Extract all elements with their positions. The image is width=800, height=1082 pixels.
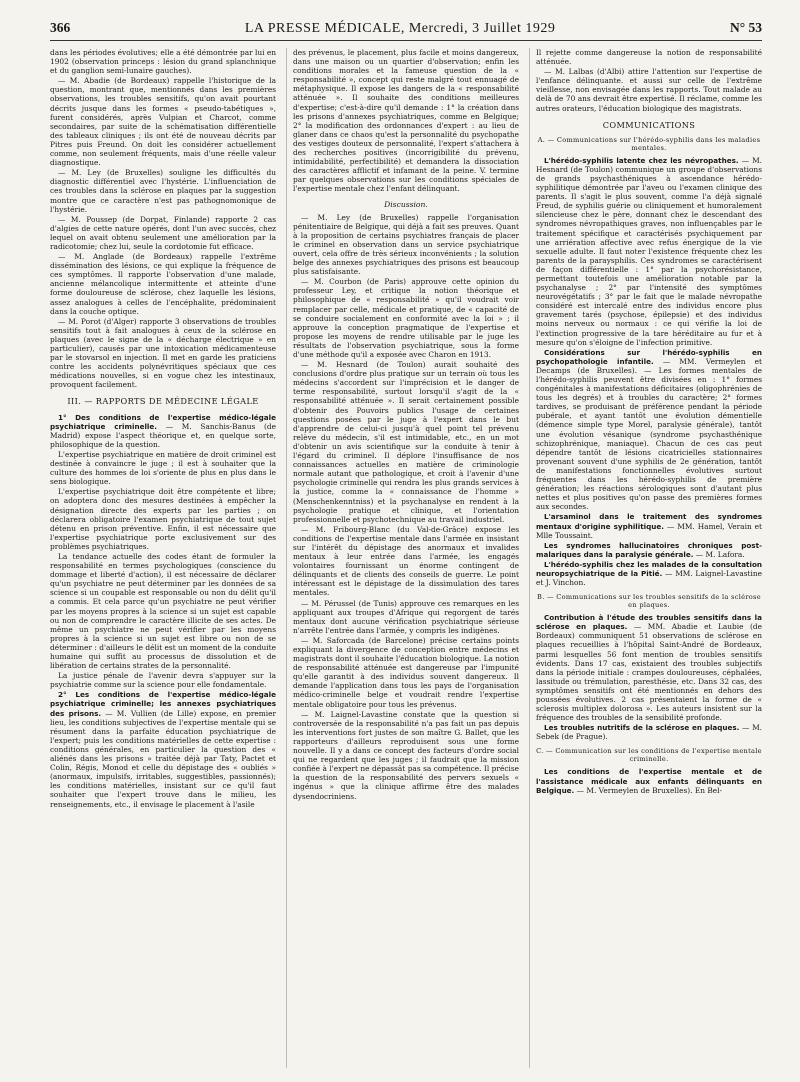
page-number: 366 [50,20,71,35]
subsection-heading: B. — Communications sur les troubles sensitifs de la sclérose en plaques. [537,593,761,610]
paragraph-lead: 1° Des conditions de l'expertise médico-légale psychiatrique criminelle. [50,412,276,431]
paragraph [536,156,762,347]
paragraph: — M. Saforcada (de Barcelone) précise certains points expliquant la divergence de conception entre médecins et magistrats dont il souhaite l'éducation biologique. La notion de responsabilité atténuée est dangereuse par l'impunité qu'elle garantit à des individus souvent dangereux. Il demande l'application dans tous les pays de l'organisation médico-criminelle belge et voudrait rendre l'expertise mentale obligatoire pour tous les prévenus. [293,635,519,709]
paragraph: — M. Pérussel (de Tunis) approuve ces remarques en les appliquant aux troupes d'Afrique qui regorgent de tarés mentaux dont aucune vérification psychiatrique sérieuse n'arrête l'entrée dans l'armée, y compris les indigènes. [293,598,519,635]
paragraph-lead: Les conditions de l'expertise mentale et de l'assistance médicale aux enfants délinquants en Belgique. [536,767,762,795]
paragraph [536,723,762,741]
paragraph-lead: L'arsaminol dans le traitement des syndromes mentaux d'origine syphilitique. [536,512,762,531]
paragraph: La tendance actuelle des codes étant de formuler la responsabilité en termes psychologiques (conscience du dommage et liberté d'action), il est nécessaire de déclarer qu'un psychiatre ne peut déterminer par les données de sa science si un coupable est responsable ou non du délit qu'il a commis. Et cela parce qu'un psychiatre ne peut vérifier par les moyens propres à la science si un sujet est capable ou non de comprendre le caractère illicite de ses actes. De même un psychiatre ne peut vérifier par les moyens propres à la science si un sujet est libre ou non de se déterminer : d'ailleurs le délit est un moment de la conduite humaine qui suffit au processus de dissolution et de libération de certains strates de la personnalité. [50,551,276,671]
paragraph [536,541,762,559]
section-heading: COMMUNICATIONS [602,119,696,130]
issue-number: N° 53 [729,20,762,35]
paragraph [536,560,762,587]
paragraph [536,348,762,512]
paragraph-body: — M. Sanchis-Banus (de Madrid) expose l'aspect théorique et, en quelque sorte, philosophique de la question. [50,421,276,449]
paragraph: L'expertise psychiatrique doit être compétente et libre; on adoptera donc des mesures destinées à empêcher la désignation directe des experts par les parties ; on déclarera obligatoire l'examen psychiatrique de tout sujet détenu en prison préventive. Enfin, il est nécessaire que l'expertise psychiatrique porte exclusivement sur des problèmes psychiatriques. [50,487,276,551]
paragraph: — M. Ley (de Bruxelles) souligne les difficultés du diagnostic différentiel avec l'hystérie. L'influenciation de ces troubles dans la sclérose en plaques par la suggestion montre que ce caractère n'est pas pathognomonique de l'hystérie. [50,168,276,214]
paragraph: — M. Laignel-Lavastine constate que la question si controversée de la responsabilité n'a pas fait un pas depuis les interventions fort justes de son maître G. Ballet, que les rapporteurs d'ailleurs reproduisent sous une forme nouvelle. Il y a dans ce concept des facteurs d'ordre social qui ne regardent que les juges ; il faudrait que la mission confiée à l'expert ne dépassât pas sa compétence. Il précise la question de la responsabilité des pervers sexuels « ingénus » que la clinique affirme être des malades dysendocriniens. [293,709,519,801]
columns [50,48,762,1068]
column-3 [529,48,762,1068]
paragraph [50,413,276,449]
column-1 [50,48,276,1068]
paragraph-lead: Les troubles nutritifs de la sclérose en plaques. [544,723,740,733]
paragraph: des prévenus, le placement, plus facile et moins dangereux, dans une maison ou un quartier d'observation; enfin les conditions morales et la fameuse question de la « responsabilité », concept qui reste malgré tout ennuagé de métaphysique. Il expose les dangers de la « responsabilité atténuée ». Il souhaite des conditions meilleures d'expertise; c'est-à-dire qu'il demande : 1° la création dans les prisons d'annexes psychiatriques, comme en Belgique; 2° la modification des ordonnances d'expert : au lieu de glaner dans ce chaos qu'est la personnalité du psychopathe des vestiges douteux de personnalité, l'expert s'attachera à des recherches positives (incorrigibilité du prévenu, intimidabilité, perfectibilité) et demandera la dissociation des caractères afflictif et infamant de la peine. V. termine par quelques observations sur les conditions spéciales de l'expertise mentale chez l'enfant délinquant. [293,48,519,194]
paragraph: — M. Courbon (de Paris) approuve cette opinion du professeur Ley, et critique la notion théorique et philosophique de « responsabilité » qu'il voudrait voir remplacer par celle, médicale et pratique, de « capacité de se conduire socialement en conformité avec la loi » ; il approuve la conception pragmatique de l'expertise et propose les moyens de rendre utilisable par le juge les résultats de l'observation psychiatrique, sous la forme d'une méthode qu'il a exposée avec Charon en 1913. [293,277,519,359]
paragraph-lead: 2° Les conditions de l'expertise médico-légale psychiatrique criminelle; les annexes psychiatriques des prisons. [50,690,276,718]
paragraph-body: — M. Lafora. [695,549,745,559]
paragraph-lead: L'hérédo-syphilis latente chez les névropathes. [544,155,739,165]
page-header [50,20,762,41]
paragraph: — M. Porot (d'Alger) rapporte 3 observations de troubles sensitifs tout à fait analogues à ceux de la sclérose en plaques (avec le signe de la « décharge électrique » en particulier), causés par une intoxication médicamenteuse par le stovarsol en injection. Il met en garde les praticiens contre les accidents polynévritiques spéciaux que ces médications nouvelles, si en vogue chez les intestinaux, provoquent facilement. [50,316,276,390]
paragraph: — M. Ley (de Bruxelles) rappelle l'organisation pénitentiaire de Belgique, qui déjà a fait ses preuves. Quant à la proposition de certains psychiatres français de placer le criminel en observation dans un service psychiatrique ouvert, cela offre de très sérieux inconvénients ; la solution belge des annexes psychiatriques des prisons est beaucoup plus satisfaisante. [293,212,519,277]
paragraph: — M. Anglade (de Bordeaux) rappelle l'extrême dissémination des lésions, ce qui explique la fréquence de ces symptômes. Il rapporte l'observation d'une malade, ancienne mélancolique intermittente et atteinte d'une forme douloureuse de sclérose, chez laquelle les lésions, assez analogues à celles de l'encéphalite, prédominaient dans la couche optique. [50,252,276,316]
paragraph-body: — MM. Hamel, Verain et Mlle Toussaint. [536,521,762,540]
paragraph-body: — M. Vermeylen de Bruxelles). En Bel- [576,785,722,795]
paragraph-body: — M. Hesnard (de Toulon) communique un groupe d'observations de grands psychasthéniques à ascendance hérédo-syphilitique démontrée par l'aveu ou l'examen clinique des parents. Il s'agit le plus souvent, comme l'a déjà signalé Freud, de syphilis guérie ou cliniquement et humoralement silencieuse chez le père, donnant chez le descendant des syndromes névropathiques graves, non influençables par le traitement spécifique et caractérisés psychiquement par une arriération affective avec refus énergique de la vie sexuelle adulte. Il faut noter l'existence fréquente chez les parents de la paraysphilis. Ces syndromes se caractérisent de façon différentielle : 1° par la psychorésistance, permettant toutefois une amélioration notable par la psychanalyse ; 2° par l'intensité des symptômes neurovégétatifs ; 3° par le fait que le malade névropathe considéré est intercalé entre des individus encore plus gravement tarés (psychose, épilepsie) et des individus moins nerveux ou normaux : ce qui vérifie la loi de l'extinction progressive de la tare héréditaire au fur et à mesure qu'on s'éloigne de l'infection primitive. [536,155,762,347]
paragraph-lead: Considérations sur l'hérédo-syphilis en psychopathologie infantile. [536,347,762,366]
paragraph-lead: Les syndromes hallucinatoires chroniques post-malariques dans la paralysie générale. [536,540,762,559]
paragraph: Il rejette comme dangereuse la notion de responsabilité atténuée. [536,48,762,67]
paragraph [536,512,762,539]
paragraph [50,690,276,808]
paragraph-body: — M. Vullien (de Lille) expose, en premier lieu, les conditions subjectives de l'expertise mentale qui se résument dans la parfaite éducation psychiatrique de l'expert; puis les conditions matérielles de cette expertise : conditions générales, en particulier la question des « aliénés dans les prisons » traitée déjà par Taty, Pactet et Colin, Régis, Monod et celle du dépistage des « oubliés » (anormaux, impulsifs, irritables, suggestibles, passionnés); les conditions matérielles, insistant sur ce qu'il faut souhaiter que l'expert trouve dans le milieu, les renseignements, etc., il envisage le placement à l'asile [50,708,276,809]
paragraph: — M. Fribourg-Blanc (du Val-de-Grâce) expose les conditions de l'expertise mentale dans l'armée en insistant sur l'intérêt du dépistage des anormaux et invalides mentaux à leur entrée dans l'armée, les engagés volontaires fournissant un énorme contingent de délinquants et de clients des conseils de guerre. Le point intéressant est le dépistage de la dissimulation des tares mentales. [293,524,519,598]
paragraph: — M. Lalbas (d'Albi) attire l'attention sur l'expertise de l'enfance délinquante. et aussi sur celle de l'extrême vieillesse, non envisagée dans les rapports. Tout malade au delà de 70 ans devrait être expertisé. Il réclame, comme les autres orateurs, l'éducation biologique des magistrats. [536,67,762,113]
paragraph-body: — M. Sebek (de Prague). [536,723,762,742]
paragraph: — M. Poussep (de Dorpat, Finlande) rapporte 2 cas d'algies de cette nature opérés, dont l'un avec succès, chez lequel on avait obtenu seulement une amélioration par la radicotomie; chez lui, seule la cordotomie fut efficace. [50,214,276,251]
subsection-heading: A. — Communications sur l'hérédo-syphilis dans les maladies mentales. [537,135,761,152]
column-2 [286,48,519,1068]
paragraph [536,767,762,794]
paragraph: dans les périodes évolutives; elle a été démontrée par lui en 1902 (observation princeps : lésion du grand splanchnique et du ganglion semi-lunaire gauches). [50,48,276,76]
paragraph [536,613,762,722]
masthead-title: LA PRESSE MÉDICALE, Mercredi, 3 Juillet 1929 [244,21,556,36]
paragraph-body: — MM. Vermeylen et Decamps (de Bruxelles). — Les formes mentales de l'hérédo-syphilis peuvent être divisées en : 1° formes congénitales à manifestations déficitaires (oligophrénies de tous les degrés) et à troubles du caractère; 2° formes tardives, se produisant de préférence pendant la période pubérale, et ayant tantôt une évolution démentielle (démence simple type Morel, paralysie générale), tantôt une évolution vésanique (syndrome psychasthénique schizophrénique, maniaque). Chacun de ces cas peut dépendre tantôt de lésions cicatricielles stationnaires provenant souvent d'une syphilis de 2e génération, tantôt de manifestations fonctionnelles évolutives surtout fréquentes dans les hérédo-syphilis de première génération; les réactions sérologiques sont d'autant plus nettes et plus positives qu'on passe des premières formes aux secondes. [536,356,762,512]
subsection-heading: C. — Communication sur les conditions de l'expertise mentale criminelle. [536,747,762,764]
paragraph: — M. Abadie (de Bordeaux) rappelle l'historique de la question, montrant que, mentionnés dans les premières observations, les troubles sensitifs, qu'on avait pourtant décrits jusque dans les formes « pseudo-tabétiques », furent considérés, après Vulpian et Charcot, comme secondaires, par suite de la schématisation différentielle des tableaux cliniques ; ils ont été de nouveau décrits par Pitres puis Freund. On doit les considérer actuellement comme, non seulement fréquents, mais d'une réelle valeur diagnostique. [50,76,276,168]
paragraph-body: — MM. Laignel-Lavastine et J. Vinchon. [536,568,762,588]
paragraph-lead: Contribution à l'étude des troubles sensitifs dans la sclérose en plaques. [536,613,762,632]
paragraph-body: — MM. Abadie et Laubie (de Bordeaux) communiquent 51 observations de sclérose en plaques recueillies à l'hôpital Saint-André de Bordeaux, parmi lesquelles 56 font mention de troubles sensitifs évidents. Dans 17 cas, existaient des troubles subjectifs dans la période initiale : crampes douloureuses, céphalées, lassitude ou trémulation, paresthésie, etc. Dans 32 cas, des symptômes sensitifs ont été mentionnés en dehors des poussées évolutives. 2 cas présentaient la forme de « sclerosis multiplex dolorosa ». Les auteurs insistent sur la fréquence des troubles de la sensibilité profonde. [536,622,762,723]
discussion-heading: Discussion. [384,199,428,209]
paragraph-lead: L'hérédo-syphilis chez les malades de la consultation neuropsychiatrique de la Pitié. [536,559,762,578]
paragraph: L'expertise psychiatrique en matière de droit criminel est destinée à convaincre le juge ; il est à souhaiter que la culture des hommes de loi s'oriente de plus en plus dans le sens biologique. [50,449,276,487]
paragraph: La justice pénale de l'avenir devra s'appuyer sur la psychiatrie comme sur la science pour elle fondamentale. [50,671,276,690]
section-heading: III. — RAPPORTS DE MÉDECINE LÉGALE [67,396,259,407]
paragraph: — M. Hesnard (de Toulon) aurait souhaité des conclusions d'ordre plus pratique sur un terrain où tous les médecins s'accordent sur l'imprécision et le danger de terme responsabilité, surtout lorsqu'il s'agit de la « responsabilité atténuée ». Il serait certainement possible d'obtenir des Pouvoirs publics l'usage de certaines questions posées par le juge à l'expert dans le but d'apprendre de celui-ci jusqu'à quel point tel prévenu relève du médecin, s'il est intimidable, etc., en un mot d'obtenir un avis scientifique sur la conduite à tenir à l'égard du criminel. Il déplore l'insuffisance de nos connaissances actuelles en matière de criminologie normale autant que pathologique, et croit à l'avenir d'une psychologie criminelle qui rendra les plus grands services à la justice, comme la « connaissance de l'homme » (Menschenkenntniss) et la psychanalyse en rendent à la psychologie pratique et clinique, et l'orientation professionnelle et psychotechnique au travail industriel. [293,360,519,524]
